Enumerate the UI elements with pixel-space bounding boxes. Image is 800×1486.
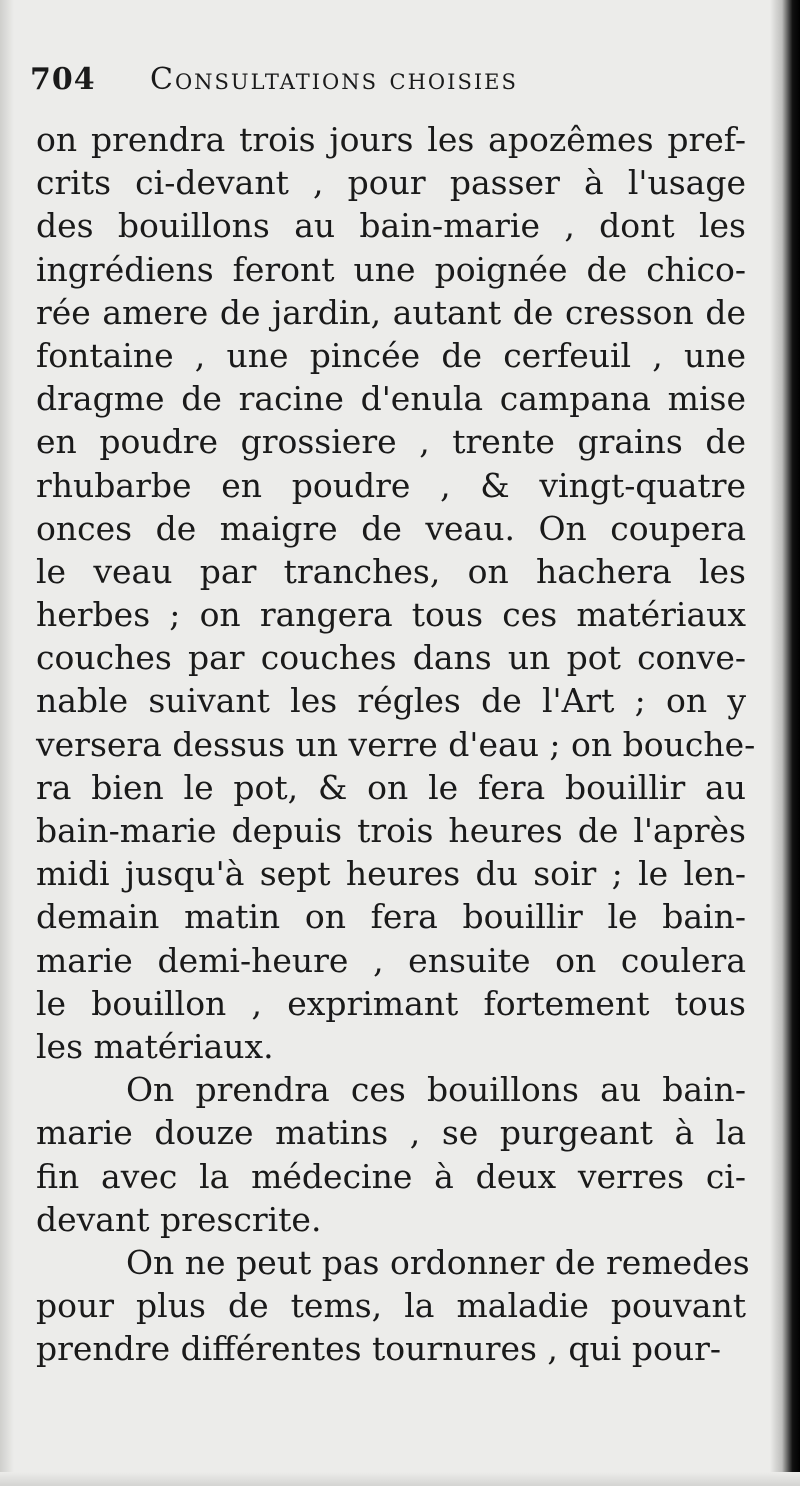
text-line: bain-marie depuis trois heures de l'après	[36, 811, 746, 850]
text-line: On ne peut pas ordonner de remedes	[126, 1242, 750, 1282]
text-line: en poudre grossiere , trente grains de	[36, 422, 746, 462]
text-line: couches par couches dans un pot conve-	[36, 638, 746, 678]
text-line: prendre différentes tournures , qui pour-	[36, 1329, 721, 1369]
text-line: ingrédiens feront une poignée de chico-	[36, 249, 746, 289]
page-body	[30, 62, 756, 1370]
text-line: fin avec la médecine à deux verres ci-	[36, 1156, 746, 1196]
text-line: les matériaux.	[36, 1026, 274, 1066]
page-left-shadow	[0, 0, 14, 1486]
text-line: nable suivant les régles de l'Art ; on y	[36, 681, 746, 721]
page-number: 704	[30, 62, 96, 97]
text-line: devant prescrite.	[36, 1199, 322, 1239]
text-line: marie douze matins , se purgeant à la	[36, 1113, 746, 1153]
paragraph	[30, 118, 756, 1068]
text-line: fontaine , une pincée de cerfeuil , une	[36, 335, 746, 375]
text-line: On prendra ces bouillons au bain-	[126, 1070, 746, 1110]
paragraph	[30, 1241, 750, 1371]
page-header	[30, 62, 750, 118]
text-line: crits ci-devant , pour passer à l'usage	[36, 163, 746, 203]
text-line: marie demi-heure , ensuite on coulera	[36, 940, 746, 980]
text-line: le bouillon , exprimant fortement tous	[36, 983, 746, 1023]
text-line: le veau par tranches, on hachera les	[36, 551, 746, 591]
text-line: rhubarbe en poudre , & vingt-quatre	[36, 465, 746, 505]
running-head: Consultations choisies	[150, 62, 518, 97]
paragraph	[30, 1068, 750, 1241]
text-line: dragme de racine d'enula campana mise	[36, 379, 746, 419]
text-line: demain matin on fera bouillir le bain-	[36, 897, 746, 937]
text-line: des bouillons au bain-marie , dont les	[36, 206, 746, 246]
text-line: midi jusqu'à sept heures du soir ; le len-	[36, 854, 746, 894]
text-body	[30, 118, 756, 1370]
text-line: rée amere de jardin, autant de cresson de	[36, 292, 746, 332]
text-line: pour plus de tems, la maladie pouvant	[36, 1286, 746, 1326]
text-line: onces de maigre de veau. On coupera	[36, 508, 746, 548]
text-line: versera dessus un verre d'eau ; on bouche-	[36, 724, 756, 764]
text-line: ra bien le pot, & on le fera bouillir au	[36, 767, 746, 807]
page-bottom-shadow	[0, 1472, 800, 1486]
text-line: on prendra trois jours les apozêmes pref-	[36, 120, 746, 159]
text-line: herbes ; on rangera tous ces matériaux	[36, 595, 746, 635]
page-right-shadow	[770, 0, 800, 1486]
